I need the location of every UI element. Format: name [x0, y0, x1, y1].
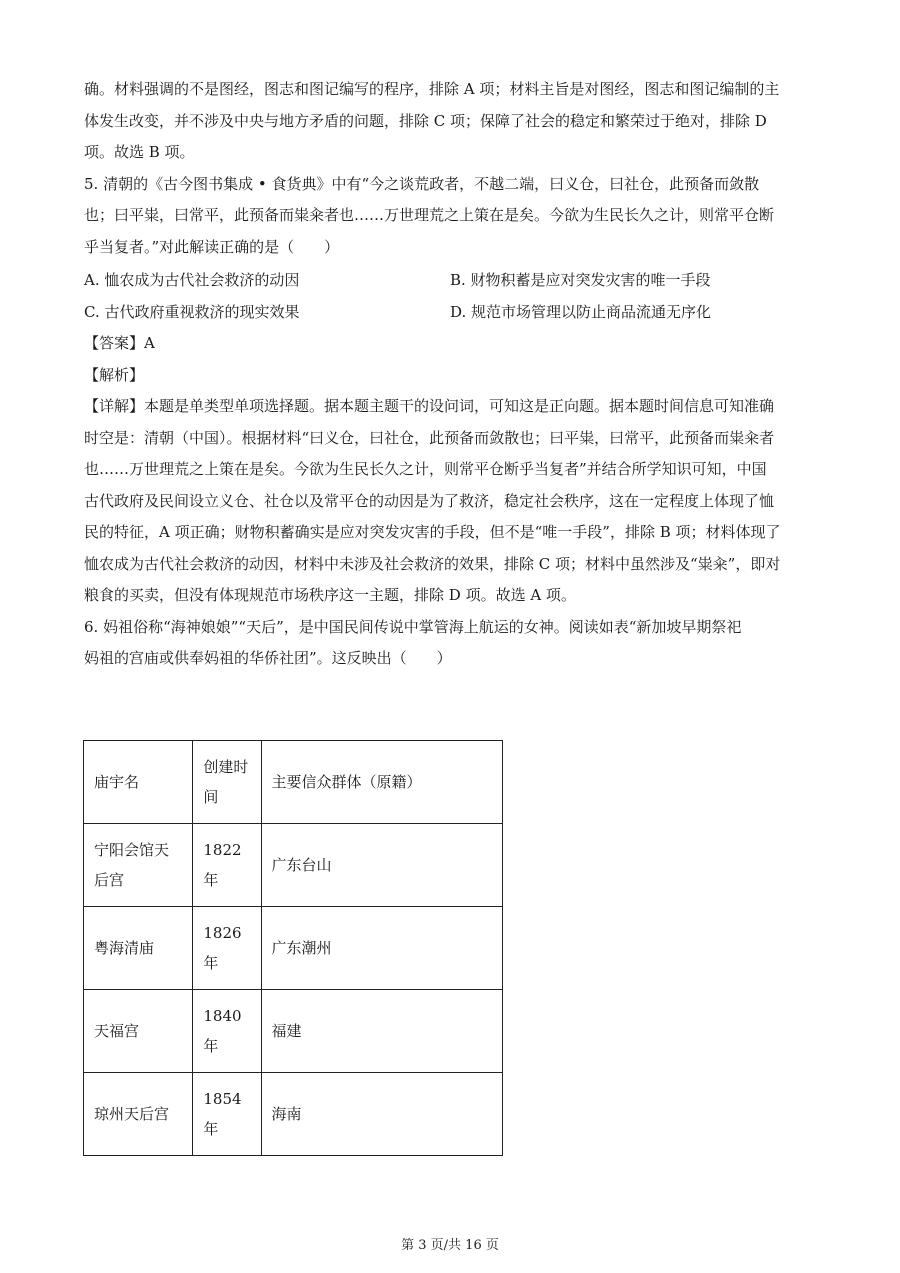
intro-paragraph: [84, 74, 819, 169]
table-header-cell: 庙宇名: [84, 741, 193, 824]
table-row: [84, 824, 503, 907]
table-cell: 1854年: [193, 1073, 261, 1156]
table-cell: 宁阳会馆天后宫: [84, 824, 193, 907]
table-row: [84, 1073, 503, 1156]
table-cell: 粤海清庙: [84, 907, 193, 990]
option-b: B. 财物积蓄是应对突发灾害的唯一手段: [450, 271, 711, 289]
question-5-stem: [84, 169, 819, 264]
page-body: [84, 74, 819, 675]
table-header-row: [84, 741, 503, 824]
text-line: 粮食的买卖，但没有体现规范市场秩序这一主题，排除 D 项。故选 A 项。: [84, 586, 576, 604]
text-line: 5. 清朝的《古今图书集成 • 食货典》中有“今之谈荒政者，不越二端，曰义仓，曰社仓，此预备而敛散: [84, 174, 760, 193]
text-line: 【详解】本题是单类型单项选择题。据本题主题干的设问词，可知这是正向题。据本题时间信息可知准确: [84, 397, 775, 415]
table-row: [84, 990, 503, 1073]
table-header-cell: 主要信众群体（原籍）: [261, 741, 503, 824]
text-line: 确。材料强调的不是图经，图志和图记编写的程序，排除 A 项；材料主旨是对图经，图志和图记编制的主: [84, 80, 780, 98]
question-6-stem: [84, 612, 819, 675]
text-line: 项。故选 B 项。: [84, 143, 195, 161]
question-5-options: [84, 265, 819, 328]
text-line: 民的特征，A 项正确；财物积蓄确实是应对突发灾害的手段，但不是“唯一手段”，排除 B 项；材料体现了: [84, 523, 781, 541]
text-line: 恤农成为古代社会救济的动因，材料中未涉及社会救济的效果，排除 C 项；材料中虽然涉及“粜籴”，即对: [84, 554, 781, 573]
option-c: C. 古代政府重视救济的现实效果: [84, 302, 300, 321]
table-cell: 广东台山: [261, 824, 503, 907]
text-line: 也……万世理荒之上策在是矣。今欲为生民长久之计，则常平仓断乎当复者”并结合所学知识可知，中国: [84, 460, 767, 478]
text-line: 乎当复者。”对此解读正确的是（ ）: [84, 237, 340, 256]
table-row: [84, 907, 503, 990]
table-header-cell: 创建时间: [193, 741, 261, 824]
text-line: 也；曰平粜，曰常平，此预备而粜籴者也……万世理荒之上策在是矣。今欲为生民长久之计，则常平仓断: [84, 206, 775, 224]
temple-table: [83, 740, 503, 1156]
table-cell: 琼州天后宫: [84, 1073, 193, 1156]
text-line: 体发生改变，并不涉及中央与地方矛盾的问题，排除 C 项；保障了社会的稳定和繁荣过于绝对，排除 D: [84, 111, 767, 130]
text-line: 古代政府及民间设立义仓、社仓以及常平仓的动因是为了救济，稳定社会秩序，这在一定程度上体现了恤: [84, 491, 775, 510]
text-line: 妈祖的宫庙或供奉妈祖的华侨社团”。这反映出（ ）: [84, 649, 452, 667]
question-5-detail: [84, 391, 819, 612]
table-cell: 1840年: [193, 990, 261, 1073]
table-cell: 天福宫: [84, 990, 193, 1073]
table-cell: 广东潮州: [261, 907, 503, 990]
option-a: A. 恤农成为古代社会救济的动因: [84, 271, 300, 289]
text-line: 6. 妈祖俗称“海神娘娘”“天后”，是中国民间传说中掌管海上航运的女神。阅读如表“新加坡早期祭祀: [84, 617, 742, 636]
analysis-label: 【解析】: [84, 365, 145, 384]
table-cell: 福建: [261, 990, 503, 1073]
text-line: 时空是：清朝（中国）。根据材料“曰义仓，曰社仓，此预备而敛散也；曰平粜，曰常平，此预备而粜籴者: [84, 428, 775, 447]
page-number: 第 3 页/共 16 页: [401, 1238, 499, 1253]
table-cell: 1826年: [193, 907, 261, 990]
table-cell: 1822年: [193, 824, 261, 907]
table-cell: 海南: [261, 1073, 503, 1156]
answer-label: 【答案】A: [84, 334, 155, 352]
option-d: D. 规范市场管理以防止商品流通无序化: [450, 302, 712, 321]
